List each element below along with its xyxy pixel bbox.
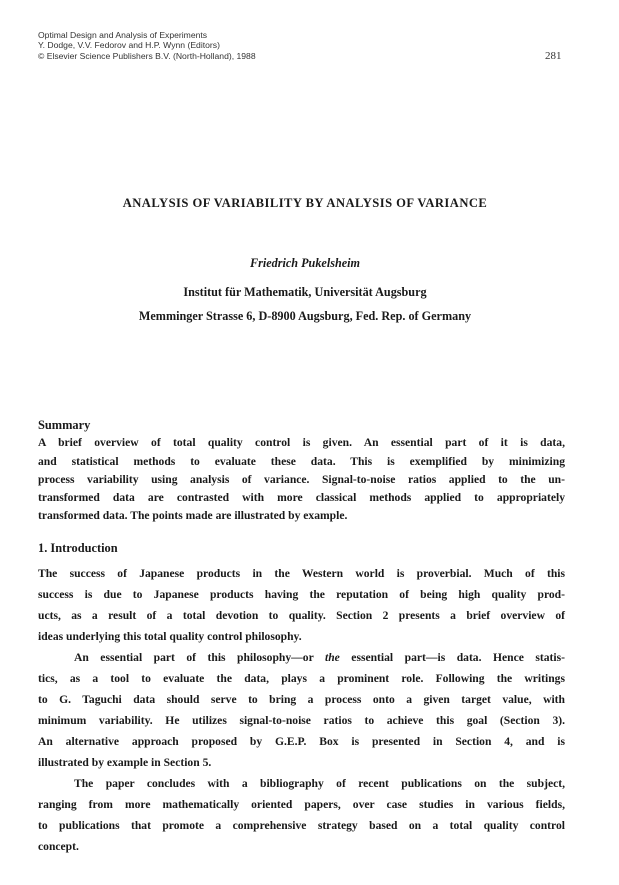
affiliation-institute: Institut für Mathematik, Universität Augsburg [183,285,427,299]
intro-line [74,651,565,664]
intro-line: An alternative approach proposed by G.E.P. Box is presented in Section 4, and is [38,735,565,748]
intro-line: concept. [38,840,79,853]
affiliation-address: Memminger Strasse 6, D-8900 Augsburg, Fed. Rep. of Germany [138,309,472,323]
book-title-line: Optimal Design and Analysis of Experiments [38,30,208,40]
summary-line: transformed data are contrasted with more classical methods applied to appropriately [38,491,565,504]
summary-line: A brief overview of total quality control is given. An essential part of it is data, [38,436,565,449]
publication-header [38,30,368,61]
summary-heading: Summary [38,418,91,432]
intro-line: The success of Japanese products in the Western world is proverbial. Much of this [38,567,565,580]
introduction-heading: 1. Introduction [38,541,118,555]
intro-line: ideas underlying this total quality control philosophy. [38,630,302,643]
summary-line: transformed data. The points made are illustrated by example. [38,509,348,522]
author-name: Friedrich Pukelsheim [249,256,361,270]
intro-line: ranging from more mathematically oriented papers, over case studies in various fields, [38,798,565,811]
intro-line: to G. Taguchi data should serve to bring a process onto a given target value, with [38,693,565,706]
intro-text: essential part—is data. Hence statis- [339,651,565,664]
intro-line: success is due to Japanese products having the reputation of being high quality prod- [38,588,565,601]
intro-line: ucts, as a result of a total devotion to quality. Section 2 presents a brief overview of [38,609,565,622]
publisher-line: © Elsevier Science Publishers B.V. (North-Holland), 1988 [38,50,256,61]
intro-line: illustrated by example in Section 5. [38,756,212,769]
summary-line: process variability using analysis of variance. Signal-to-noise ratios applied to the un- [38,473,565,486]
paper-title: ANALYSIS OF VARIABILITY BY ANALYSIS OF VARIANCE [122,196,488,210]
intro-line: tics, as a tool to evaluate the data, plays a prominent role. Following the writings [38,672,565,685]
intro-line: to publications that promote a comprehensive strategy based on a total quality control [38,819,565,832]
summary-line: and statistical methods to evaluate these data. This is exemplified by minimizing [38,455,565,468]
editors-line: Y. Dodge, V.V. Fedorov and H.P. Wynn (Editors) [38,40,220,51]
intro-line: minimum variability. He utilizes signal-to-noise ratios to achieve this goal (Section 3). [38,714,565,727]
intro-line: The paper concludes with a bibliography of recent publications on the subject, [74,777,565,790]
page-number: 281 [545,50,562,62]
intro-emphasis: the [324,651,340,664]
intro-text: An essential part of this philosophy—or [74,651,325,664]
